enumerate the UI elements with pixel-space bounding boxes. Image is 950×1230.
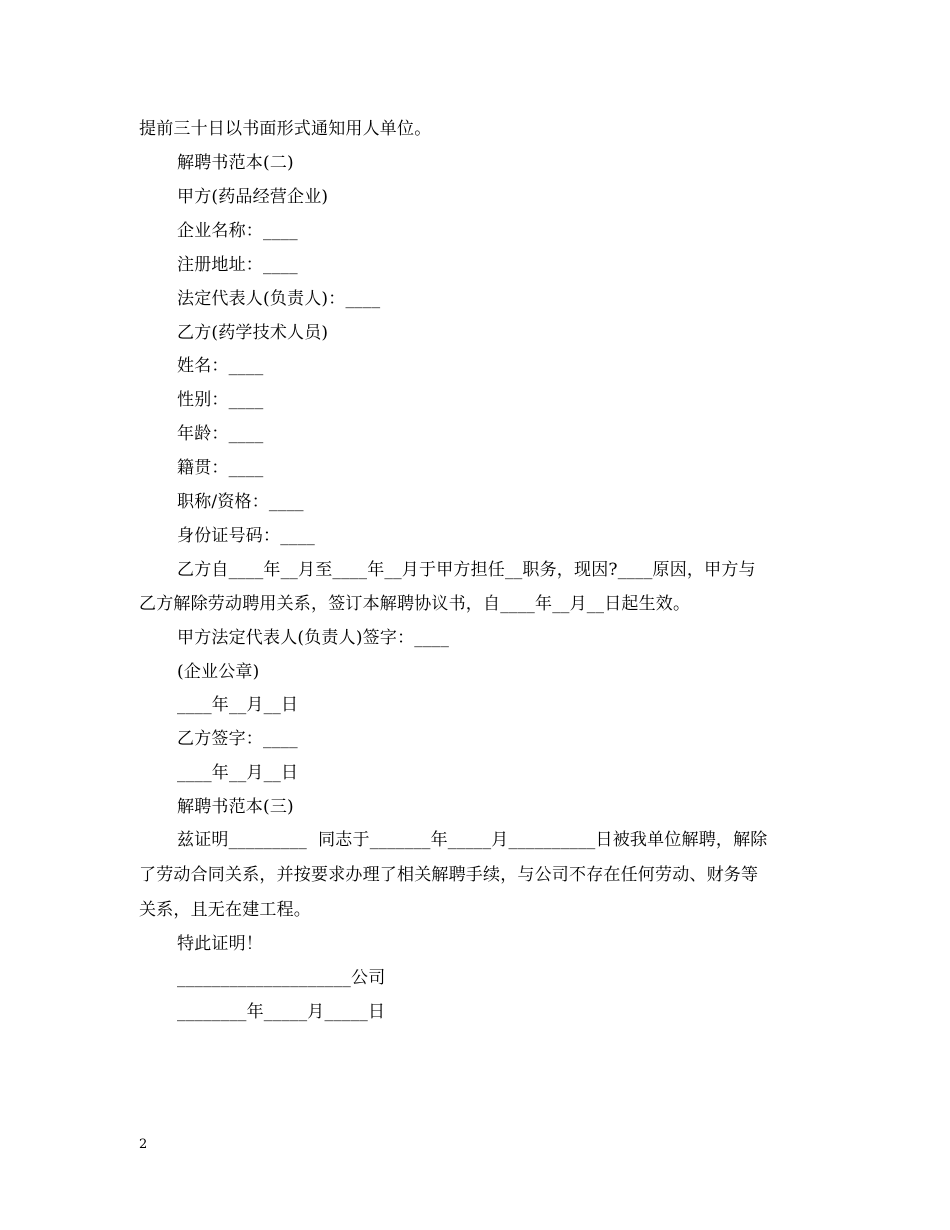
- registered-address-field: 注册地址：____: [177, 255, 298, 275]
- certificate-date-line: ________年_____月_____日: [177, 1002, 386, 1022]
- age-field: 年龄：____: [177, 424, 264, 444]
- certificate-paragraph-line-2: 了劳动合同关系，并按要求办理了相关解聘手续，与公司不存在任何劳动、财务等: [139, 865, 759, 885]
- native-place-field: 籍贯：____: [177, 458, 264, 478]
- company-seal-label: (企业公章): [177, 662, 260, 682]
- gender-field: 性别：____: [177, 390, 264, 410]
- legal-representative-field: 法定代表人(负责人)：____: [177, 289, 381, 309]
- party-a-date-field: ____年__月__日: [177, 695, 299, 715]
- party-b-date-field: ____年__月__日: [177, 763, 299, 783]
- party-a-label: 甲方(药品经营企业): [177, 187, 329, 207]
- dismissal-paragraph-line-2: 乙方解除劳动聘用关系，签订本解聘协议书，自____年__月__日起生效。: [139, 594, 691, 614]
- dismissal-paragraph-line-1: 乙方自____年__月至____年__月于甲方担任__职务，现因?____原因，甲方与: [177, 560, 756, 580]
- id-number-field: 身份证号码：____: [177, 526, 315, 546]
- heading-template-three: 解聘书范本(三): [177, 797, 294, 817]
- heading-template-two: 解聘书范本(二): [177, 153, 294, 173]
- title-qualification-field: 职称/资格：____: [177, 492, 304, 512]
- page-number: 2: [139, 1137, 148, 1152]
- paragraph-line-notice: 提前三十日以书面形式通知用人单位。: [139, 119, 432, 139]
- name-field: 姓名：____: [177, 356, 264, 376]
- company-name-field: 企业名称：____: [177, 221, 298, 241]
- certificate-paragraph-line-3: 关系，且无在建工程。: [139, 900, 311, 920]
- company-signature-line: ____________________公司: [177, 968, 386, 988]
- party-a-signature-field: 甲方法定代表人(负责人)签字：____: [177, 628, 450, 648]
- certificate-paragraph-line-1: 兹证明_________ 同志于_______年_____月__________日被我单位解聘，解除: [177, 830, 768, 850]
- party-b-label: 乙方(药学技术人员): [177, 323, 329, 343]
- party-b-signature-field: 乙方签字：____: [177, 729, 298, 749]
- certification-statement: 特此证明！: [177, 934, 263, 954]
